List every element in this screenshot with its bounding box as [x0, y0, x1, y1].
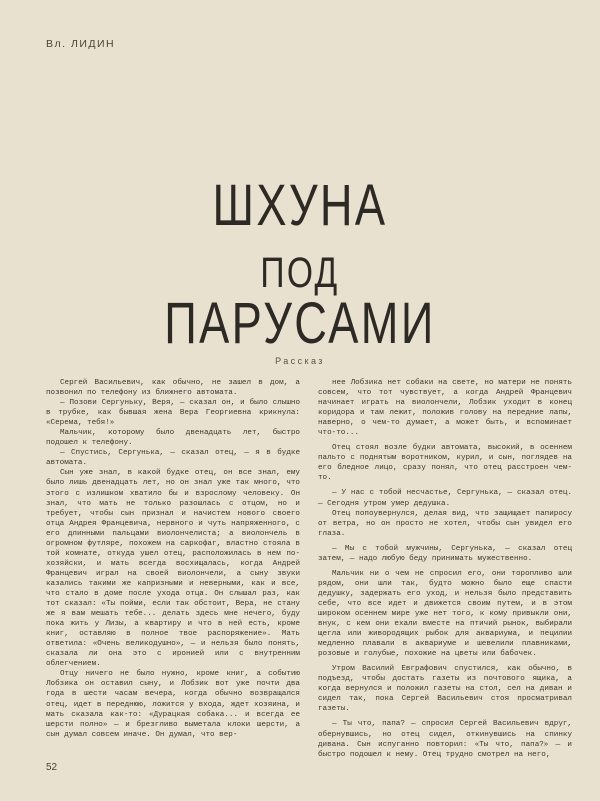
paragraph: Мальчик, которому было двенадцать лет, быстро подошел к телефону.: [46, 429, 300, 448]
paragraph: — Ты что, папа? — спросил Сергей Васильевич вдруг, обернувшись, но отец сидел, откинувшись на спинку дивана. Сын испуганно повторил: «Ты что, папа?» — и быстро подошел к нему. Отец трудно смотрел на него,: [318, 720, 572, 759]
genre-subtitle: Рассказ: [275, 356, 325, 366]
paragraph: Отцу ничего не было нужно, кроме книг, а событию Лобзика он оставил сыну, и Лобзик вот уже почти два года в шести часам вечера, когда обычно возвращался отец, идет в переднюю, ложится у входа, ждет хозяина, и мать сказала как-то: «Дурацкая собака... и всегда ее шерсти полно» — и брезгливо выметала клоки шерсти, а сын думал совсем иначе. Он думал, что вер-: [46, 670, 300, 739]
paragraph: Отец стоял возле будки автомата, высокий, в осеннем пальто с поднятым воротником, курил, и сын, поглядев на его бледное лицо, сразу понял, что отец расстроен чем-то.: [318, 444, 572, 483]
story-title-line-1: ШХУНА: [212, 173, 388, 238]
paragraph: Сергей Васильевич, как обычно, не зашел в дом, а позвонил по телефону из ближнего автомата.: [46, 379, 300, 398]
paragraph: — У нас с тобой несчастье, Сергунька, — сказал отец. — Сегодня утром умер дедушка.: [318, 489, 572, 508]
paragraph: нее Лобзика нет собаки на свете, но матери не понять совсем, что тот чувствует, а когда Андрей Францевич начинает играть на виолончели, Лобзик уходит в конец коридора и там лежит, положив голову на передние лапы, наверно, о чем-то думает, а может быть, и вспоминает что-то...: [318, 379, 572, 438]
page-number: 52: [46, 762, 58, 773]
paragraph: Отец попоувернулся, делая вид, что защищает папиросу от ветра, но он просто не хотел, чтобы сын увидел его глаза.: [318, 509, 572, 538]
author-name: Вл. ЛИДИН: [46, 38, 116, 50]
paragraph: Мальчик ни о чем не спросил его, они торопливо шли рядом, они шли так, будто можно было еще спасти дедушку, задержать его уход, и нельзя было представить себе, что все идет и движется своим путем, и в этом широком осеннем мире уже нет того, к кому привыкли они, внук, с кем они ехали вместе на птичий рынок, выбирали щегла или живородящих рыбок для аквариума, и пецилии медленно плавали в аквариуме и шевелили плавниками, розовые и голубые, похожие на цветы или бабочек.: [318, 569, 572, 659]
story-title-line-3: ПАРУСАМИ: [164, 291, 436, 356]
paragraph: — Спустись, Сергунька, — сказал отец, — я в будке автомата.: [46, 449, 300, 468]
paragraph: Утром Василий Евграфович спустился, как обычно, в подъезд, чтобы достать газеты из почтового ящика, а когда вернулся и положил газеты на стол, сел на диван и сидел так, пока Сергей Васильевич стоя просматривал газеты.: [318, 665, 572, 714]
paragraph: — Позови Сергуньку, Веря, — сказал он, и было слышно в трубке, как бывшая жена Вера Георгиевна крикнула: «Серема, тебя!»: [46, 399, 300, 428]
story-title-line-2: ПОД: [260, 249, 340, 297]
text-column-left: [46, 378, 300, 740]
paragraph: — Мы с тобой мужчины, Сергунька, — сказал отец затем, — надо любую беду принимать мужественно.: [318, 544, 572, 563]
text-column-right: [318, 378, 572, 760]
paragraph: Сын уже знал, в какой будке отец, он все знал, ему было лишь двенадцать лет, но он знал уже так много, что этого с излишком хватило бы и взрослому человеку. Он знал, что мать не только разошлась с отцом, но и требует, чтобы сын признал и начистем нового своего отца Андрея Францевича, нервного и чуть напряженного, с его длинными пальцами виолончелиста; а виолончель в огромном футляре, похожем на саркофаг, властно стояла в той комнате, откуда ушел отец, расположилась в нем по-хозяйски, и мать всегда восхищалась, когда Андрей Францевич играл на своей виолончели, а сыну звуки казались такими же капризными и неверными, как и все, что стало в доме после ухода отца. Он слышал раз, как тот сказал: «Ты пойми, если так обстоит, Вера, не стану же я вам мешать тебе... делать здесь мне нечего, буду пока жить у Лизы, а квартиру и что в ней есть, кроме книг, оставляю в полное твое распоряжение». Мать ответила: «Очень великодушно», — и нельзя было понять, сказала ли она это с иронией или с внутренним облегчением.: [46, 469, 300, 669]
